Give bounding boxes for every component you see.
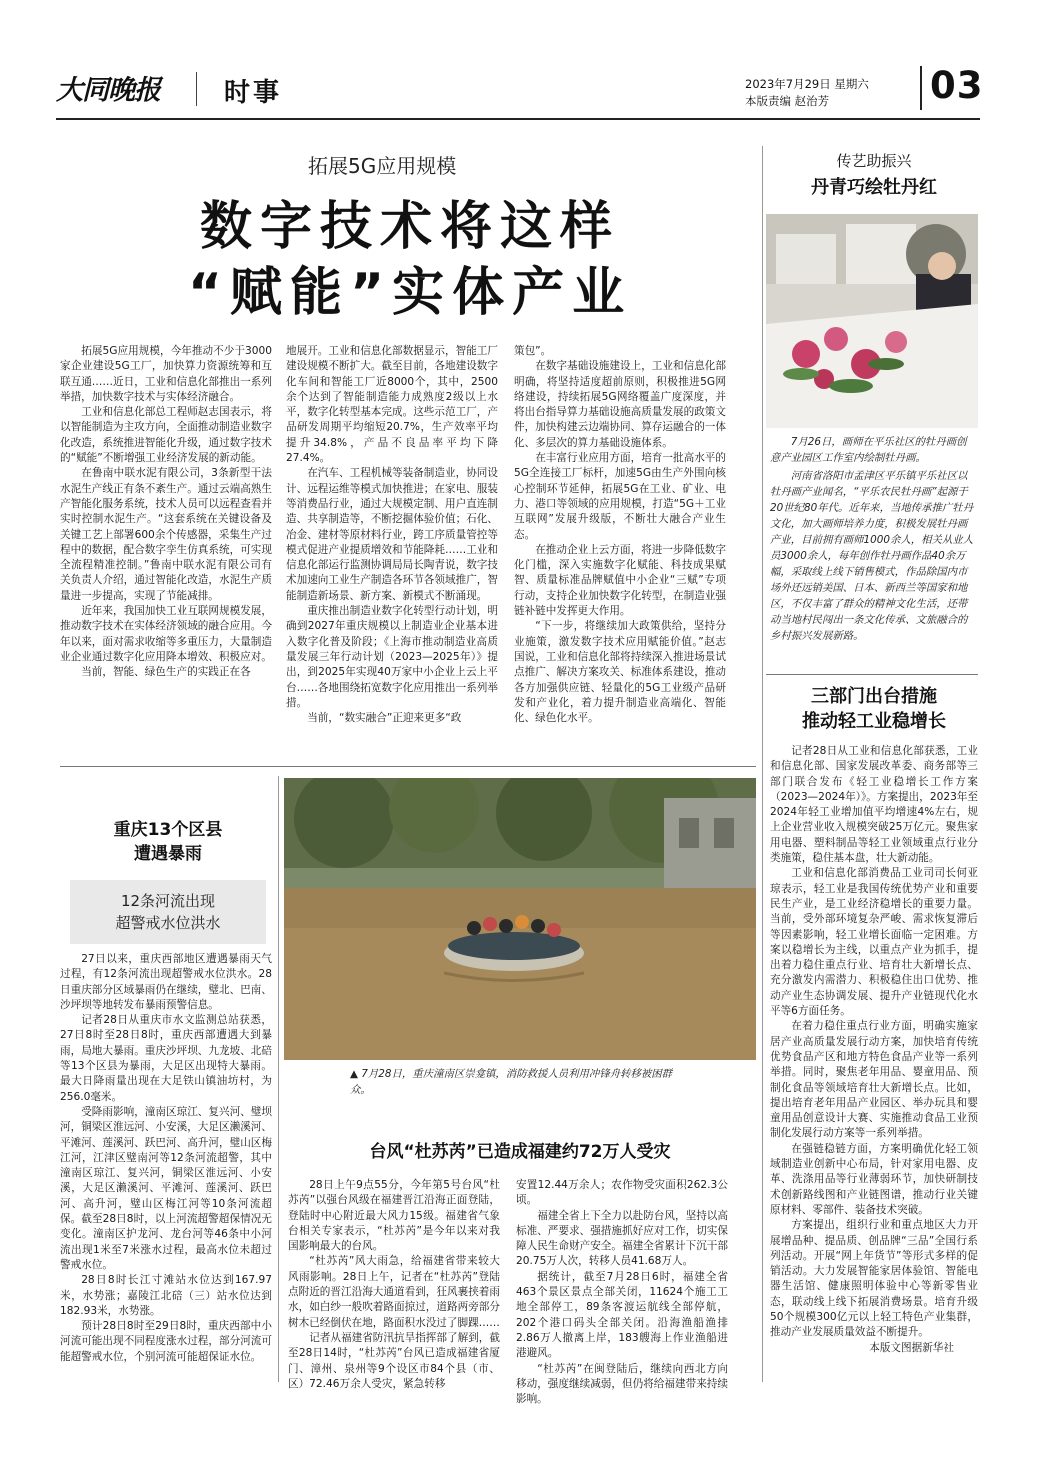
lead-headline <box>120 194 700 326</box>
paragraph: 记者28日从重庆市水文监测总站获悉，27日8时至28日8时，重庆西部遭遇大到暴雨，局地大暴雨。重庆沙坪坝、九龙坡、北碚等13个区县为暴雨，大足区出现特大暴雨。最大日降雨量出现在大足铁山镇油坊村，为256.0毫米。 <box>60 1014 272 1103</box>
paragraph: 安置12.44万余人；农作物受灾面积262.3公顷。 <box>516 1179 728 1207</box>
paragraph: 28日上午9点55分，今年第5号台风“杜苏芮”以强台风级在福建晋江沿海正面登陆，登陆时中心附近最大风力15级。福建省气象台相关专家表示，“杜苏芮”是今年以来对我国影响最大的台风。 <box>288 1179 500 1253</box>
paragraph: “杜苏芮”在闽登陆后，继续向西北方向移动，强度继续减弱，但仍将给福建带来持续影响。 <box>516 1362 728 1406</box>
paragraph: 拓展5G应用规模，今年推动不少于3000家企业建设5G工厂，加快算力资源统筹和互联互通……近日，工业和信息化部推出一系列举措，加快数字技术与实体经济融合。 <box>60 345 272 403</box>
paragraph: 记者从福建省防汛抗旱指挥部了解到，截至28日14时，“杜苏芮”台风已造成福建省厦门、漳州、泉州等9个设区市84个县（市、区）72.46万余人受灾，紧急转移 <box>288 1331 500 1390</box>
issue-date-block <box>745 76 869 110</box>
page-number: 03 <box>930 64 984 107</box>
chongqing-title <box>70 818 266 866</box>
painting-caption: 7月26日，画师在平乐社区的牡丹画创意产业园区工作室内绘制牡丹画。 <box>770 436 967 464</box>
title-line-1: 三部门出台措施 <box>811 686 937 707</box>
painting-photo-image <box>766 214 978 428</box>
headline-line-2: “赋能”实体产业 <box>187 263 633 323</box>
paragraph: 28日8时长江寸滩站水位达到167.97米，水势涨；嘉陵江北碚（三）站水位达到182.93米，水势涨。 <box>60 1274 272 1317</box>
sidebar-separator <box>766 674 978 675</box>
light-industry-title <box>770 684 978 734</box>
title-line-2: 遭遇暴雨 <box>134 844 202 864</box>
painting-photo <box>766 214 978 428</box>
paragraph: 在强链稳链方面，方案明确优化轻工领域制造业创新中心布局，针对家用电器、皮革、洗涤用品等行业薄弱环节，加快研制技术创新路线图和产业链图谱，推动行业关键原材料、零部件、装备技术突破。 <box>770 1142 978 1216</box>
flood-photo-caption: ▲ 7月28日，重庆潼南区崇龛镇，消防救援人员利用冲锋舟转移被困群众。 <box>350 1068 673 1096</box>
deck-line-1: 12条河流出现 <box>120 892 216 910</box>
paragraph: 当前，智能、绿色生产的实践正在各 <box>81 666 251 679</box>
photo-credit: 本版文图据新华社 <box>869 1341 954 1354</box>
lead-column-2 <box>286 344 498 726</box>
paragraph: 据统计，截至7月28日6时，福建全省463个景区景点全部关闭，11624个施工工地全部停工，89条客渡运航线全部停航，202个港口码头全部关闭。沿海渔船渔排2.86万人撤离上岸，183艘海上作业渔船进港避风。 <box>516 1270 728 1360</box>
paragraph: 策包”。 <box>514 345 552 357</box>
paragraph: 在鲁南中联水泥有限公司，3条新型干法水泥生产线正有条不紊生产。通过云端高熟生产智能化服务系统，技术人员可以远程查看并实时控制水泥生产。“这套系统在关键设备及关键工艺上部署600余个传感器，采集生产过程中的数据，配合数字孪生仿真系统，可实现全流程精准控制。”鲁南中联水泥有限公司有关负责人介绍，通过智能化改造，水泥生产质量进一步提高，实现了节能减排。 <box>60 467 272 602</box>
paragraph: 地展开。工业和信息化部数据显示，智能工厂建设规模不断扩大。截至目前，各地建设数字化车间和智能工厂近8000个，其中，2500余个达到了智能制造能力成熟度2级以上水平，数字化转型基本完成。这些示范工厂，产品研发周期平均缩短20.7%，生产效率平均提升34.8%，产品不良品率平均下降27.4%。 <box>286 345 498 465</box>
masthead-rule <box>56 118 980 120</box>
typhoon-column-2 <box>516 1178 728 1407</box>
issue-date: 2023年7月29日 星期六 <box>745 77 869 91</box>
typhoon-column-1 <box>288 1178 500 1392</box>
page-editor: 本版责编 赵治芳 <box>745 94 830 108</box>
sidebar-title: 丹青巧绘牡丹红 <box>811 177 937 198</box>
paragraph: 福建全省上下全力以赴防台风，坚持以高标准、严要求、强措施抓好应对工作，切实保障人民生命财产安全。福建全省累计下沉干部20.75万人次，转移人员41.68万人。 <box>516 1209 728 1268</box>
title-line-1: 重庆13个区县 <box>113 820 223 840</box>
headline-line-1: 数字技术将这样 <box>199 197 620 257</box>
chongqing-deck <box>70 880 266 944</box>
page-number-divider <box>920 66 922 110</box>
title-line-2: 推动轻工业稳增长 <box>802 711 946 732</box>
flood-photo-image <box>284 778 756 1060</box>
paragraph: 近年来，我国加快工业互联网规模发展，推动数字技术在实体经济领域的融合应用。今年以来，面对需求收缩等多重压力，大量制造业企业通过数字化应用降本增效、积极应对。 <box>60 605 272 663</box>
painting-body: 河南省洛阳市孟津区平乐镇平乐社区以牡丹画产业闻名，“平乐农民牡丹画”起源于20世纪80年代。近年来，当地传承推广牡丹文化，加大画师培养力度，积极发展牡丹画产业，目前拥有画师1000余人，相关从业人员3000余人，每年创作牡丹画作品40余万幅，采取线上线下销售模式，作品除国内市场外还远销美国、日本、新西兰等国家和地区，不仅丰富了群众的精神文化生活，还带动当地村民闯出一条文化传承、文旅融合的乡村振兴发展新路。 <box>770 470 974 642</box>
paragraph: 在汽车、工程机械等装备制造业，协同设计、远程运维等模式加快推进；在家电、服装等消费品行业，通过大规模定制、用户直连制造、共享制造等，不断挖掘体验价值；石化、冶金、建材等原材料行业，跨工序质量管控等模式促进产业提质增效和节能降耗……工业和信息化部运行监测协调局局长陶青说，数字技术加速向工业生产制造各环节各领域推广，智能制造新场景、新方案、新模式不断涌现。 <box>286 467 498 602</box>
lead-bottom-rule <box>60 766 756 767</box>
paragraph: “下一步，将继续加大政策供给，坚持分业施策，激发数字技术应用赋能价值。”赵志国说，工业和信息化部将持续深入推进场景试点推广、解决方案攻关、标准体系建设，推动各方加强供应链、轻量化的5G工业级产品研发和产业化，着力提升制造业高端化、智能化、绿色化水平。 <box>514 620 726 725</box>
light-industry-body <box>770 744 978 1356</box>
paragraph: 工业和信息化部消费品工业司司长何亚琼表示，轻工业是我国传统优势产业和重要民生产业，是工业经济稳增长的重要力量。当前，受外部环境复杂严峻、需求恢复滞后等因素影响，轻工业增长面临一定困难。方案以稳增长为主线，以重点产业为抓手，提出着力稳住重点行业、培育壮大新增长点、充分激发内需潜力、积极稳住出口优势、推动产业生态协调发展、提升产业链现代化水平等6方面任务。 <box>770 867 978 1018</box>
flood-photo <box>284 778 756 1060</box>
newspaper-logo: 大同晚报 <box>56 75 160 106</box>
lead-column-1 <box>60 344 272 681</box>
masthead-divider <box>196 72 197 106</box>
lead-column-3 <box>514 344 726 726</box>
paragraph: 在着力稳住重点行业方面，明确实施家居产业高质量发展行动方案，加快培育传统优势食品产区和地方特色食品产业等一系列举措。同时，聚焦老年用品、婴童用品、预制化食品等领域培育壮大新增长点。比如，提出培育老年用品产业园区、举办玩具和婴童用品创意设计大赛、实施推动食品工业预制化发展行动方案等一系列举措。 <box>770 1020 978 1140</box>
paragraph: “杜苏芮”风大雨急，给福建省带来较大风雨影响。28日上午，记者在“杜苏芮”登陆点附近的晋江沿海大通道看到，狂风裹挟着雨水，如白纱一般吹着路面掠过，道路两旁部分树木已经倒伏在地，路面积水没过了脚踝…… <box>288 1255 500 1329</box>
sidebar-kicker: 传艺助振兴 <box>836 152 912 170</box>
deck-line-2: 超警戒水位洪水 <box>115 914 221 932</box>
paragraph: 工业和信息化部总工程师赵志国表示，将以智能制造为主攻方向，全面推动制造业数字化改造，系统推进智能化升级，通过数字技术的“赋能”不断增强工业经济发展的新动能。 <box>60 406 272 465</box>
paragraph: 预计28日8时至29日8时，重庆西部中小河流可能出现不同程度涨水过程，部分河流可能超警戒水位，个别河流可能超保证水位。 <box>60 1320 272 1363</box>
paragraph: 在丰富行业应用方面，培育一批高水平的5G全连接工厂标杆，加速5G由生产外围向核心控制环节延伸，拓展5G在工业、矿业、电力、港口等领域的应用规模，打造“5G＋工业互联网”发展升级版，不断壮大融合产业生态。 <box>514 452 726 541</box>
paragraph: 27日以来，重庆西部地区遭遇暴雨天气过程，有12条河流出现超警戒水位洪水。28日重庆部分区域暴雨仍在继续，璧北、巴南、沙坪坝等地转发布暴雨预警信息。 <box>60 953 272 1011</box>
paragraph: 在数字基础设施建设上，工业和信息化部明确，将坚持适度超前原则，积极推进5G网络建设，持续拓展5G网络覆盖广度深度，并将出台指导算力基础设施高质量发展的政策文件，加快构建云边端协同、算存运融合的一体化、多层次的算力基础设施体系。 <box>514 360 726 449</box>
typhoon-title: 台风“杜苏芮”已造成福建约72万人受灾 <box>369 1142 671 1162</box>
lead-kicker: 拓展5G应用规模 <box>308 154 457 178</box>
paragraph: 受降雨影响，潼南区琼江、复兴河、璧坝河，铜梁区淮远河、小安溪，大足区濑溪河、平滩河、莲溪河、跃巴河、高升河，璧山区梅江河，江津区璧南河等12条河流超警，其中潼南区琼江、复兴河，铜梁区淮远河、小安溪，大足区濑溪河、平滩河、莲溪河、跃巴河、高升河，璧山区梅江河等10条河流超保。截至28日8时，以上河流超警超保情况无变化。潼南区护龙河、龙台河等46条中小河流出现1米至7米涨水过程，最高水位未超过警戒水位。 <box>60 1105 272 1271</box>
paragraph: 在推动企业上云方面，将进一步降低数字化门槛，深入实施数字化赋能、科技成果赋智、质量标准品牌赋值中小企业“三赋”专项行动，支持企业加快数字化转型，在制造业强链补链中发挥更大作用。 <box>514 543 726 618</box>
paragraph: 记者28日从工业和信息化部获悉，工业和信息化部、国家发展改革委、商务部等三部门联合发布《轻工业稳增长工作方案（2023—2024年）》。方案提出，2023年至2024年轻工业增加值平均增速4%左右，规上企业营业收入规模突破25万亿元。聚焦家用电器、塑料制品等轻工业领域重点行业分类施策，稳住基本盘，壮大新动能。 <box>770 745 978 865</box>
paragraph: 当前，“数实融合”正迎来更多“政 <box>307 712 462 725</box>
chongqing-divider <box>278 776 279 1382</box>
section-name: 时事 <box>224 78 283 108</box>
right-column-divider <box>762 146 763 1382</box>
chongqing-body <box>60 952 272 1365</box>
paragraph: 重庆推出制造业数字化转型行动计划，明确到2027年重庆规模以上制造业企业基本进入数字化普及阶段；《上海市推动制造业高质量发展三年行动计划（2023—2025年）》提出，到2025年实现40万家中小企业上云上平台……各地围绕拓宽数字化应用推出一系列举措。 <box>286 605 498 709</box>
paragraph: 方案提出，组织行业和重点地区大力开展增品种、提品质、创品牌“三品”全国行系列活动。开展“网上年货节”等形式多样的促销活动。大力发展智能家居体验馆、智能电器生活馆、健康照明体验中心等新零售业态，联动线上线下拓展消费场景。培育升级50个规模300亿元以上轻工特色产业集群，推动产业发展质量效益不断提升。 <box>770 1219 978 1339</box>
